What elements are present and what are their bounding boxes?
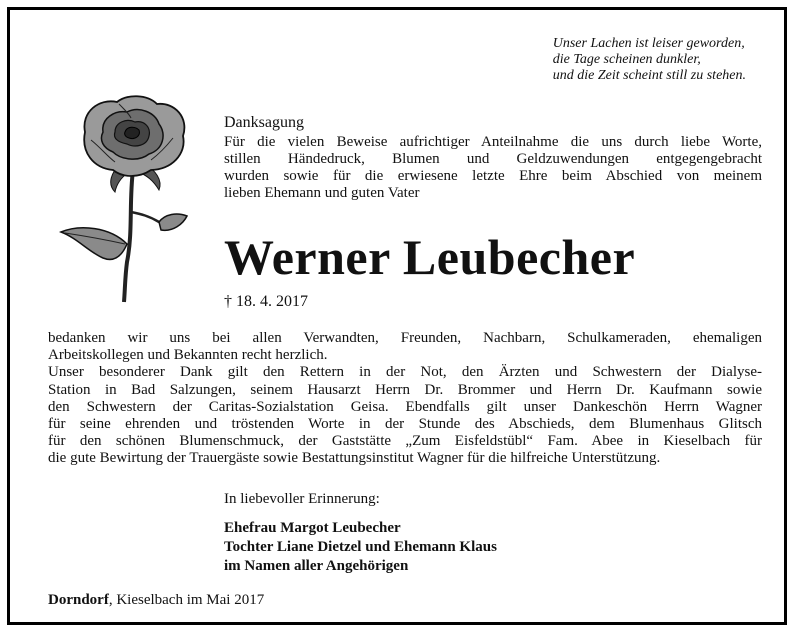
verse-line: Unser Lachen ist leiser geworden, <box>552 36 745 51</box>
place-date <box>48 592 264 609</box>
intro-line: Für die vielen Beweise aufrichtiger Anteilnahme die uns durch liebe Worte, <box>224 134 762 150</box>
family-line: Ehefrau Margot Leubecher <box>224 520 401 536</box>
family-line: Tochter Liane Dietzel und Ehemann Klaus <box>224 539 497 555</box>
family-signature <box>224 519 497 576</box>
body-line: Unser besonderer Dank gilt den Rettern in der Not, den Ärzten und Schwestern der Dialyse- <box>48 364 762 381</box>
body-line: für den schönen Blumenschmuck, der Gaststätte „Zum Eisfeldstübl“ Fam. Abee in Kieselbach für <box>48 433 762 450</box>
body-line: für seine ehrenden und tröstenden Worte in der Stunde des Abschieds, dem Blumenhaus Glitsch <box>48 416 762 433</box>
rose-icon <box>55 92 205 304</box>
verse-line: und die Zeit scheint still zu stehen. <box>552 68 746 83</box>
intro-text <box>224 134 762 202</box>
deceased-name: Werner Leubecher <box>224 229 636 285</box>
place-name: Dorndorf <box>48 592 109 608</box>
family-line: im Namen aller Angehörigen <box>224 558 409 574</box>
heading: Danksagung <box>224 114 304 131</box>
body-line: die gute Bewirtung der Trauergäste sowie Bestattungsinstitut Wagner für die hilfreiche Unterstützung. <box>48 450 661 467</box>
verse-line: die Tage scheinen dunkler, <box>552 52 701 67</box>
body-line: den Schwestern der Caritas-Sozialstation Geisa. Ebendfalls gilt unser Dankeschön Herrn Wagner <box>48 398 762 415</box>
memory-line: In liebevoller Erinnerung: <box>224 491 380 507</box>
intro-line: stillen Händedruck, Blumen und Geldzuwendungen entgegengebracht <box>224 151 762 167</box>
intro-line: lieben Ehemann und guten Vater <box>224 185 420 201</box>
body-line: Arbeitskollegen und Bekannten recht herzlich. <box>48 347 328 364</box>
intro-line: wurden sowie für die erwiesene letzte Ehre beim Abschied von meinem <box>224 168 762 184</box>
place-date-text: , Kieselbach im Mai 2017 <box>108 592 265 608</box>
verse <box>553 36 746 84</box>
death-date: † 18. 4. 2017 <box>224 293 308 310</box>
body-line: bedanken wir uns bei allen Verwandten, Freunden, Nachbarn, Schulkameraden, ehemaligen <box>48 330 762 346</box>
body-line: Station in Bad Salzungen, seinem Hausarzt Herrn Dr. Brommer und Herrn Dr. Kaufmann sowie <box>48 381 762 398</box>
obituary-notice <box>7 7 787 625</box>
body-text <box>48 330 762 468</box>
